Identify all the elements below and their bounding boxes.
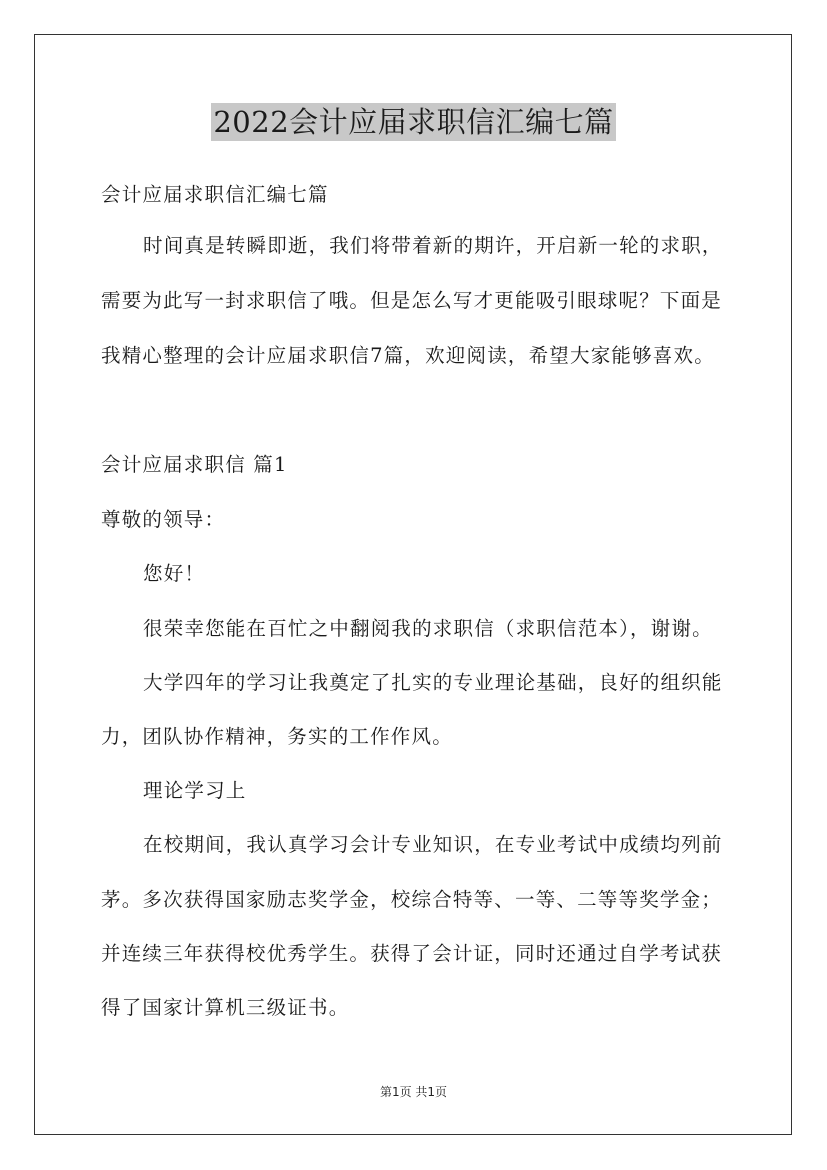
intro-line-2: 需要为此写一封求职信了哦。但是怎么写才更能吸引眼球呢？下面是	[101, 289, 723, 312]
salutation: 尊敬的领导：	[101, 508, 226, 531]
greeting: 您好！	[143, 562, 206, 585]
section-heading: 会计应届求职信 篇1	[101, 453, 288, 476]
intro-line-1: 时间真是转瞬即逝，我们将带着新的期许，开启新一轮的求职，	[143, 234, 723, 257]
paragraph1-line-2: 力，团队协作精神，务实的工作作风。	[101, 725, 453, 748]
intro-line-3: 我精心整理的会计应届求职信7篇，欢迎阅读，希望大家能够喜欢。	[101, 344, 715, 367]
document-title: 2022会计应届求职信汇编七篇	[213, 105, 614, 139]
paragraph2-line-1: 在校期间，我认真学习会计专业知识，在专业考试中成绩均列前	[143, 833, 723, 856]
page-number-footer: 第1页 共1页	[379, 1085, 448, 1099]
subheading: 理论学习上	[143, 779, 247, 802]
paragraph2-line-2: 茅。多次获得国家励志奖学金，校综合特等、一等、二等等奖学金；	[101, 888, 723, 911]
paragraph2-line-3: 并连续三年获得校优秀学生。获得了会计证，同时还通过自学考试获	[101, 942, 723, 965]
title-wrap	[0, 103, 827, 141]
document-subtitle: 会计应届求职信汇编七篇	[101, 183, 329, 206]
thanks-line: 很荣幸您能在百忙之中翻阅我的求职信（求职信范本），谢谢。	[143, 617, 713, 640]
paragraph1-line-1: 大学四年的学习让我奠定了扎实的专业理论基础，良好的组织能	[143, 671, 723, 694]
paragraph2-line-4: 得了国家计算机三级证书。	[101, 996, 350, 1019]
